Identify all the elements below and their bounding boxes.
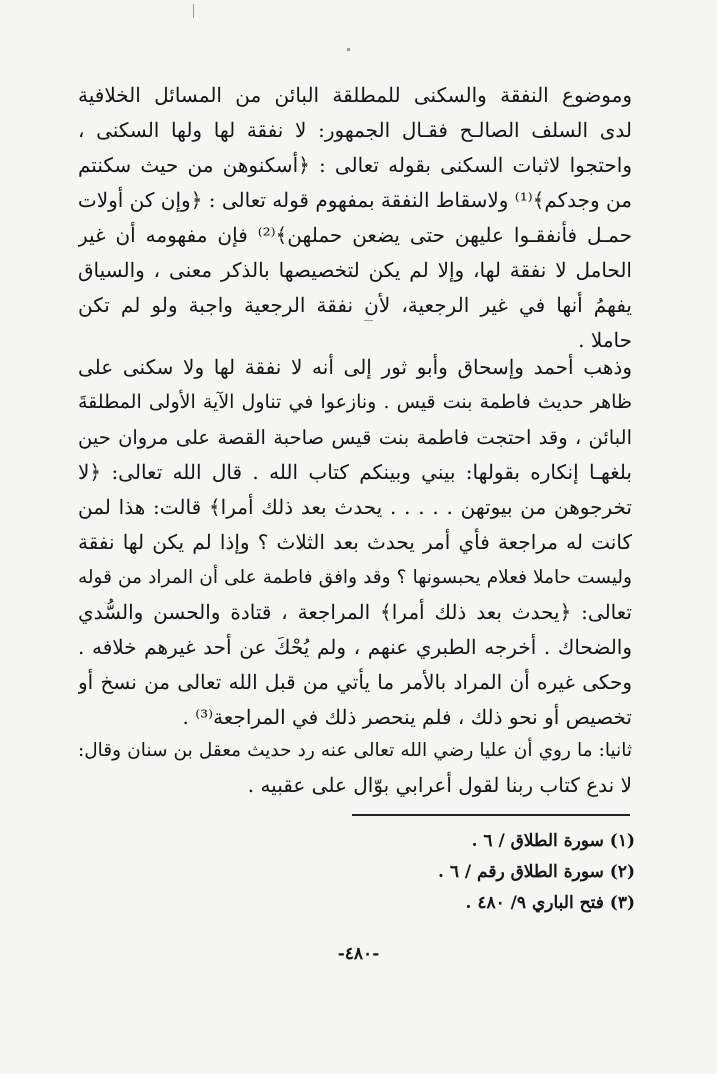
text-line: واحتجوا لاثبات السكنى بقوله تعالى : ﴿أسكنوهن من حيث سكنتم — [78, 153, 632, 177]
text-line: تخصيص أو نحو ذلك ، فلم ينحصر ذلك في المراجعة⁽³⁾ . — [182, 705, 632, 729]
text-line: لدى السلف الصالـح فقـال الجمهور: لا نفقة لها ولها السكنى ، — [78, 118, 632, 142]
text-line: لا ندع كتاب ربنا لقول أعرابي بوّال على عقبيه . — [247, 773, 632, 797]
text-line: حمـل فأنفقـوا عليهن حتى يضعن حملهن﴾⁽²⁾ فإن مفهومه أن غير — [78, 223, 632, 247]
text-line: وحكى غيره أن المراد بالأمر ما يأتي من قبل الله تعالى من نسخ أو — [78, 670, 632, 694]
text-line: ظاهر حديث فاطمة بنت قيس . ونازعوا في تناول الآية الأولى المطلقةَ — [78, 391, 632, 413]
text-line: يفهمُ أنها في غير الرجعية، لأن نفقة الرجعية واجبة ولو لم تكن — [78, 293, 632, 317]
text-line: البائن ، وقد احتجت فاطمة بنت قيس صاحبة القصة على مروان حين — [78, 426, 632, 449]
paragraph-2 — [78, 350, 632, 735]
text-line: ثانيا: ما روي أن عليا رضي الله تعالى عنه رد حديث معقل بن سنان وقال: — [78, 740, 632, 761]
page-number: -٤٨٠- — [337, 944, 380, 964]
scan-speck — [347, 48, 350, 51]
text-line: الحامل لا نفقة لها، وإلا لم يكن لتخصيصها بالذكر معنى ، والسياق — [78, 258, 632, 282]
text-line: تعالى: ﴿يحدث بعد ذلك أمرا﴾ المراجعة ، قتادة والحسن والسُّدي — [78, 600, 632, 624]
text-line: حاملا . — [578, 328, 632, 352]
text-line: كانت له مراجعة فأي أمر يحدث بعد الثلاث ؟ وإذا لم يكن لها نفقة — [78, 530, 632, 554]
paragraph-1 — [78, 78, 632, 358]
text-line: وموضوع النفقة والسكنى للمطلقة البائن من المسائل الخلافية — [78, 83, 632, 107]
footnote-separator — [352, 814, 630, 816]
footnote: (٢) سورة الطلاق رقم / ٦ . — [438, 862, 635, 882]
footnote: (٣) فتح الباري ٩/ ٤٨٠ . — [465, 893, 635, 913]
text-line: بلغهـا إنكاره بقولها: بيني وبينكم كتاب الله . قال الله تعالى: ﴿لا — [78, 460, 632, 484]
text-line: من وجدكم﴾⁽¹⁾ ولاسقاط النفقة بمفهوم قوله تعالى : ﴿وإن كن أولات — [78, 188, 632, 212]
text-line: تخرجوهن من بيوتهن . . . . . يحدث بعد ذلك أمرا﴾ قالت: هذا لمن — [78, 495, 632, 519]
scan-speck — [193, 4, 194, 18]
text-line: وليست حاملا فعلام يحبسونها ؟ وقد وافق فاطمة على أن المراد من قوله — [78, 567, 632, 588]
footnotes — [275, 826, 635, 919]
text-line: وذهب أحمد وإسحاق وأبو ثور إلى أنه لا نفقة لها ولا سكنى على — [78, 355, 632, 379]
footnote: (١) سورة الطلاق / ٦ . — [471, 831, 635, 851]
paragraph-3 — [78, 733, 632, 803]
text-line: والضحاك . أخرجه الطبري عنهم ، ولم يُحْكَ عن أحد غيرهم خلافه . — [78, 635, 632, 659]
